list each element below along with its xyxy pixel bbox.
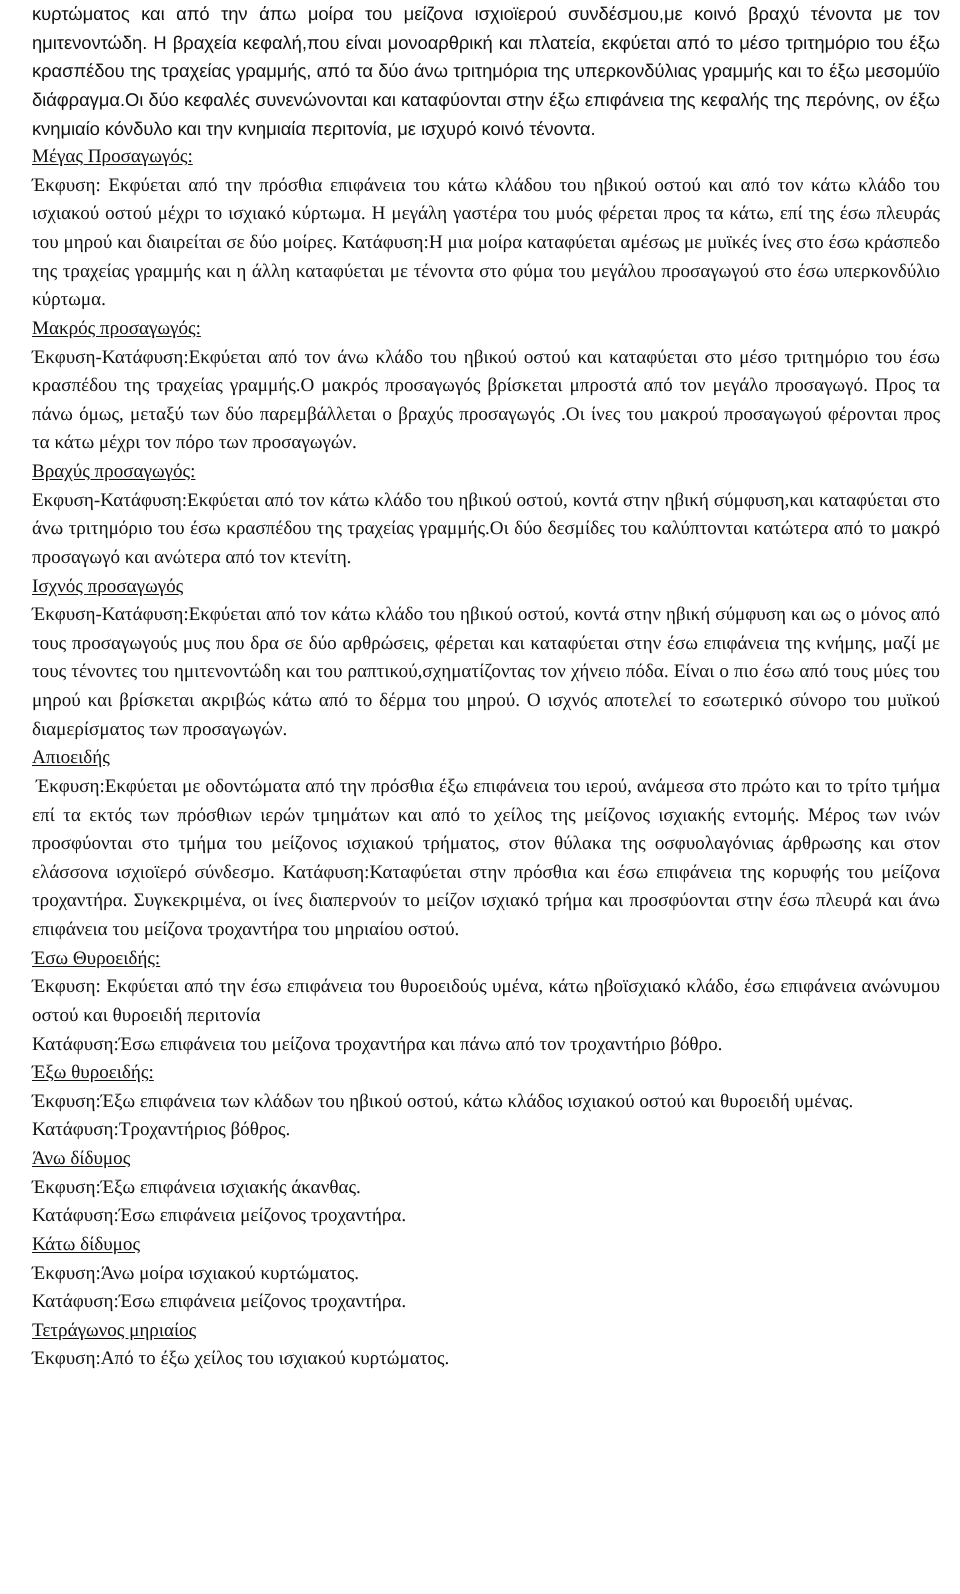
- section-heading: Έξω θυροειδής:: [32, 1062, 154, 1084]
- section-makros-prosagogos: [32, 315, 940, 458]
- section-paragraph: Έκφυση:Έξω επιφάνεια ισχιακής άκανθας.: [32, 1176, 361, 1198]
- section-heading: Μακρός προσαγωγός:: [32, 317, 201, 339]
- section-heading: Τετράγωνος μηριαίος: [32, 1319, 197, 1341]
- section-paragraph: Έκφυση:Εκφύεται με οδοντώματα από την πρόσθια έξω επιφάνεια του ιερού, ανάμεσα στο πρώτο και το τρίτο τμήμα επί τα εκτός των πρόσθιων ιερών τμημάτων και από το χείλος της μείζονος ισχιακής εντομής. Μέρος των ινών προσφύονται στο τμήμα του μείζονος ισχιακού τρήματος, στον θύλακα της οσφυολαγόνιας άρθρωσης και στον ελάσσονα ισχιοϊερό σύνδεσμο. Κατάφυση:Καταφύεται στην πρόσθια και έσω επιφάνεια της κορυφής του μείζονα τροχαντήρα. Συγκεκριμένα, οι ίνες διαπερνούν το μείζον ισχιακό τρήμα και προσφύονται στην έσω πλευρά και άνω επιφάνεια του μείζονα τροχαντήρα του μηριαίου οστού.: [32, 775, 940, 940]
- section-paragraph: Κατάφυση:Έσω επιφάνεια μείζονος τροχαντήρα.: [32, 1205, 407, 1227]
- section-paragraph: Έκφυση: Εκφύεται από την πρόσθια επιφάνεια του κάτω κλάδου του ηβικού οστού και από τον κάτω κλάδο του ισχιακού οστού μέχρι το ισχιακό κύρτωμα. Η μεγάλη γαστέρα του μυός φέρεται προς τα κάτω, επί της έσω πλευράς του μηρού και διαιρείται σε δύο μοίρες. Κατάφυση:Η μια μοίρα καταφύεται αμέσως με μυϊκές ίνες στο έσω κράσπεδο της τραχείας γραμμής και η άλλη καταφύεται με τένοντα στο φύμα του μεγάλου προσαγωγού στο έσω υπερκονδύλιο κύρτωμα.: [32, 174, 940, 311]
- section-paragraph: Έκφυση:Άνω μοίρα ισχιακού κυρτώματος.: [32, 1262, 359, 1284]
- section-vrachys-prosagogos: [32, 458, 940, 573]
- section-heading: Έσω Θυροειδής:: [32, 947, 161, 969]
- section-kato-didymos: [32, 1231, 940, 1317]
- section-ano-didymos: [32, 1145, 940, 1231]
- section-paragraph: Κατάφυση:Έσω επιφάνεια του μείζονα τροχαντήρα και πάνω από τον τροχαντήριο βόθρο.: [32, 1033, 723, 1055]
- section-paragraph: Εκφυση-Κατάφυση:Εκφύεται από τον κάτω κλάδο του ηβικού οστού, κοντά στην ηβική σύμφυση,και καταφύεται στο άνω τριτημόριο του έσω κρασπέδου της τραχείας γραμμής.Οι δύο δεσμίδες του καλύπτονται κατώτερα από το μακρό προσαγωγό και ανώτερα από τον κτενίτη.: [32, 489, 940, 568]
- section-paragraph: Έκφυση-Κατάφυση:Εκφύεται από τον κάτω κλάδο του ηβικού οστού, κοντά στην ηβική σύμφυση και ως ο μόνος από τους προσαγωγούς μυς που δρα σε δύο αρθρώσεις, φέρεται και καταφύεται στην έσω επιφάνεια της κνήμης, μαζί με τους τένοντες του ημιτενοντώδη και του ραπτικού,σχηματίζοντας τον χήνειο πόδα. Είναι ο πιο έσω από τους μύες του μηρού και βρίσκεται ακριβώς κάτω από το δέρμα του μηρού. Ο ισχνός αποτελεί το εσωτερικό σύνορο του μυϊκού διαμερίσματος των προσαγωγών.: [32, 604, 940, 740]
- section-heading: Ισχνός προσαγωγός: [32, 575, 184, 597]
- section-paragraph: Κατάφυση:Έσω επιφάνεια μείζονος τροχαντήρα.: [32, 1291, 407, 1313]
- section-apioeidis: [32, 744, 940, 944]
- section-paragraph: Έκφυση:Έξω επιφάνεια των κλάδων του ηβικού οστού, κάτω κλάδος ισχιακού οστού και θυροειδή υμένας.: [32, 1090, 854, 1112]
- section-tetragonos-miriaios: [32, 1317, 940, 1374]
- section-paragraph: Έκφυση:Από το έξω χείλος του ισχιακού κυρτώματος.: [32, 1348, 450, 1370]
- section-paragraph: Έκφυση: Εκφύεται από την έσω επιφάνεια του θυροειδούς υμένα, κάτω ηβοϊσχιακό κλάδο, έσω επιφάνεια ανώνυμου οστού και θυροειδή περιτονία: [32, 976, 940, 1026]
- section-heading: Κάτω δίδυμος: [32, 1233, 141, 1255]
- intro-paragraph: κυρτώματος και από την άπω μοίρα του μείζονα ισχιοϊερού συνδέσμου,με κοινό βραχύ τένοντα με τον ημιτενοντώδη. Η βραχεία κεφαλή,που είναι μονοαρθρική και πλατεία, εκφύεται από το μέσο τριτημόριο του έξω κρασπέδου της τραχείας γραμμής, από τα δύο άνω τριτημόρια της υπερκονδύλιας γραμμής και το έξω μεσομύϊο διάφραγμα.Οι δύο κεφαλές συνενώνονται και καταφύονται στην έξω επιφάνεια της κεφαλής της περόνης, ον έξω κνημιαίο κόνδυλο και την κνημιαία περιτονία, με ισχυρό κοινό τένοντα.: [32, 3, 940, 139]
- section-eso-thyroeidis: [32, 945, 940, 1060]
- section-megas-prosagogos: [32, 143, 940, 315]
- section-heading: Άνω δίδυμος: [32, 1148, 131, 1169]
- section-paragraph: Κατάφυση:Τροχαντήριος βόθρος.: [32, 1119, 291, 1141]
- section-exo-thyroeidis: [32, 1059, 940, 1145]
- section-heading: Βραχύς προσαγωγός:: [32, 461, 196, 482]
- section-heading: Απιοειδής: [32, 747, 110, 769]
- section-ischnos-prosagogos: [32, 573, 940, 745]
- section-heading: Μέγας Προσαγωγός:: [32, 146, 193, 168]
- section-paragraph: Έκφυση-Κατάφυση:Εκφύεται από τον άνω κλάδο του ηβικού οστού και καταφύεται στο μέσο τριτημόριο του έσω κρασπέδου της τραχείας γραμμής.Ο μακρός προσαγωγός βρίσκεται μπροστά από τον μεγάλο προσαγωγό. Προς τα πάνω όμως, μεταξύ των δύο παρεμβάλλεται ο βραχύς προσαγωγός .Οι ίνες του μακρού προσαγωγού φέρονται προς τα κάτω μέχρι τον πόρο των προσαγωγών.: [32, 346, 940, 454]
